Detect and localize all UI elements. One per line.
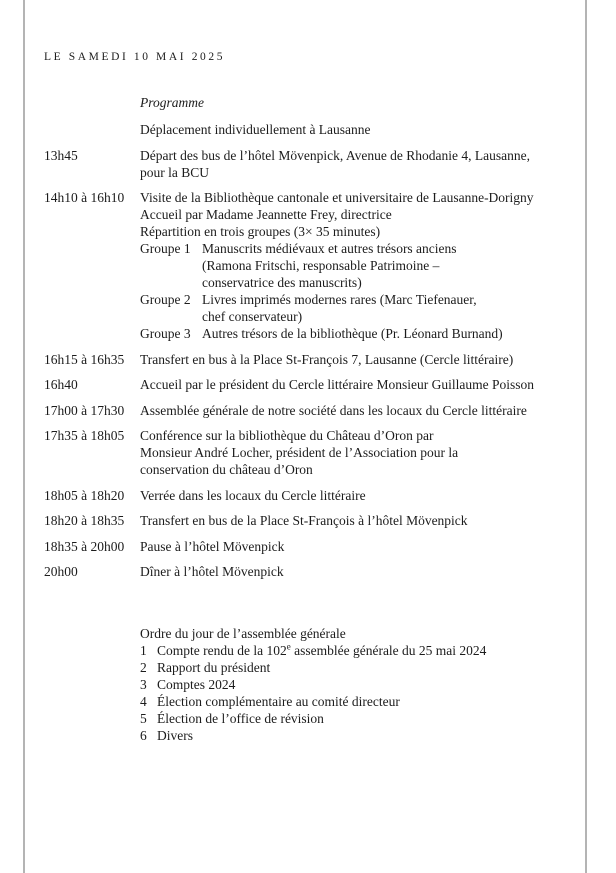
page-edge-left <box>23 0 25 873</box>
group-line: Livres imprimés modernes rares (Marc Tiefenauer, <box>202 292 477 307</box>
event-description <box>140 512 596 529</box>
agenda-item <box>140 727 596 744</box>
agenda-item-text: Rapport du président <box>157 660 271 675</box>
agenda-item <box>140 676 596 693</box>
event-description <box>140 538 596 555</box>
program-intro: Déplacement individuellement à Lausanne <box>140 122 371 137</box>
agenda-section <box>140 625 596 744</box>
agenda-item-number: 6 <box>140 728 147 743</box>
schedule-event <box>44 189 596 342</box>
schedule-event <box>44 351 596 368</box>
event-time: 20h00 <box>44 564 78 579</box>
event-description <box>140 427 596 478</box>
document-page <box>44 0 596 744</box>
event-description <box>140 351 596 368</box>
agenda-item-text-post: assemblée générale du 25 mai 2024 <box>290 643 487 658</box>
event-line: Assemblée générale de notre société dans les locaux du Cercle littéraire <box>140 402 527 418</box>
group-row <box>140 240 596 291</box>
event-time: 17h35 à 18h05 <box>44 428 125 443</box>
event-line: Transfert en bus de la Place St-François à l’hôtel Mövenpick <box>140 513 468 528</box>
event-description <box>140 189 596 342</box>
group-description <box>202 325 596 342</box>
schedule-event <box>44 563 596 580</box>
event-line: pour la BCU <box>140 164 209 180</box>
agenda-item <box>140 693 596 710</box>
event-line: Répartition en trois groupes (3× 35 minutes) <box>140 224 381 239</box>
event-time: 16h40 <box>44 377 78 392</box>
agenda-item-text-pre: Compte rendu de la 102 <box>157 643 287 658</box>
schedule-event <box>44 512 596 529</box>
event-line: Monsieur André Locher, président de l’Association pour la <box>140 445 459 460</box>
agenda-title: Ordre du jour de l’assemblée générale <box>140 626 346 641</box>
event-time: 16h15 à 16h35 <box>44 351 125 367</box>
date-header: LE SAMEDI 10 MAI 2025 <box>44 51 226 63</box>
schedule-event <box>44 147 596 181</box>
program-section-label: Programme <box>140 95 204 110</box>
group-description <box>202 240 596 291</box>
schedule-event <box>44 538 596 555</box>
event-description <box>140 487 596 504</box>
event-description <box>140 147 596 181</box>
group-line: Autres trésors de la bibliothèque (Pr. Léonard Burnand) <box>202 326 503 341</box>
event-description <box>140 402 596 419</box>
group-description <box>202 291 596 325</box>
group-row <box>140 291 596 325</box>
event-line: Conférence sur la bibliothèque du Château d’Oron par <box>140 428 434 443</box>
event-line: conservation du château d’Oron <box>140 462 313 477</box>
schedule-event <box>44 487 596 504</box>
agenda-item-superscript: e <box>286 641 291 652</box>
group-line: chef conservateur) <box>202 309 303 324</box>
group-label: Groupe 1 <box>140 241 191 256</box>
event-line: Accueil par le président du Cercle littéraire Monsieur Guillaume Poisson <box>140 377 535 392</box>
event-line: Transfert en bus à la Place St-François 7, Lausanne (Cercle littéraire) <box>140 351 514 367</box>
agenda-item-number: 1 <box>140 643 147 658</box>
agenda-item-text <box>157 642 486 659</box>
event-line: Dîner à l’hôtel Mövenpick <box>140 564 284 579</box>
event-line: Visite de la Bibliothèque cantonale et universitaire de Lausanne-Dorigny <box>140 190 534 205</box>
event-line: Verrée dans les locaux du Cercle littéraire <box>140 487 366 503</box>
event-time: 13h45 <box>44 147 78 163</box>
event-line: Pause à l’hôtel Mövenpick <box>140 538 285 554</box>
agenda-item-number: 3 <box>140 677 147 692</box>
group-label: Groupe 3 <box>140 326 191 341</box>
event-line: Départ des bus de l’hôtel Mövenpick, Avenue de Rhodanie 4, Lausanne, <box>140 147 531 163</box>
agenda-item-number: 2 <box>140 660 147 675</box>
agenda-item-number: 4 <box>140 694 147 709</box>
event-time: 18h05 à 18h20 <box>44 487 125 503</box>
agenda-item-number: 5 <box>140 711 147 726</box>
event-description <box>140 376 596 393</box>
agenda-item-text: Divers <box>157 728 193 743</box>
group-line: (Ramona Fritschi, responsable Patrimoine – <box>202 258 440 273</box>
event-description <box>140 563 596 580</box>
agenda-item <box>140 659 596 676</box>
schedule-event <box>44 427 596 478</box>
event-time: 14h10 à 16h10 <box>44 190 125 205</box>
schedule-event <box>44 376 596 393</box>
agenda-item-text: Comptes 2024 <box>157 677 236 692</box>
agenda-item-text: Élection de l’office de révision <box>157 711 324 726</box>
event-time: 17h00 à 17h30 <box>44 402 125 418</box>
event-time: 18h20 à 18h35 <box>44 513 125 528</box>
agenda-item-text: Élection complémentaire au comité directeur <box>157 694 400 709</box>
group-row <box>140 325 596 342</box>
event-line: Accueil par Madame Jeannette Frey, directrice <box>140 207 392 222</box>
event-time: 18h35 à 20h00 <box>44 538 125 554</box>
group-label: Groupe 2 <box>140 292 191 307</box>
schedule-event <box>44 402 596 419</box>
group-line: Manuscrits médiévaux et autres trésors anciens <box>202 241 457 256</box>
group-line: conservatrice des manuscrits) <box>202 275 362 290</box>
agenda-item <box>140 642 596 659</box>
agenda-item <box>140 710 596 727</box>
